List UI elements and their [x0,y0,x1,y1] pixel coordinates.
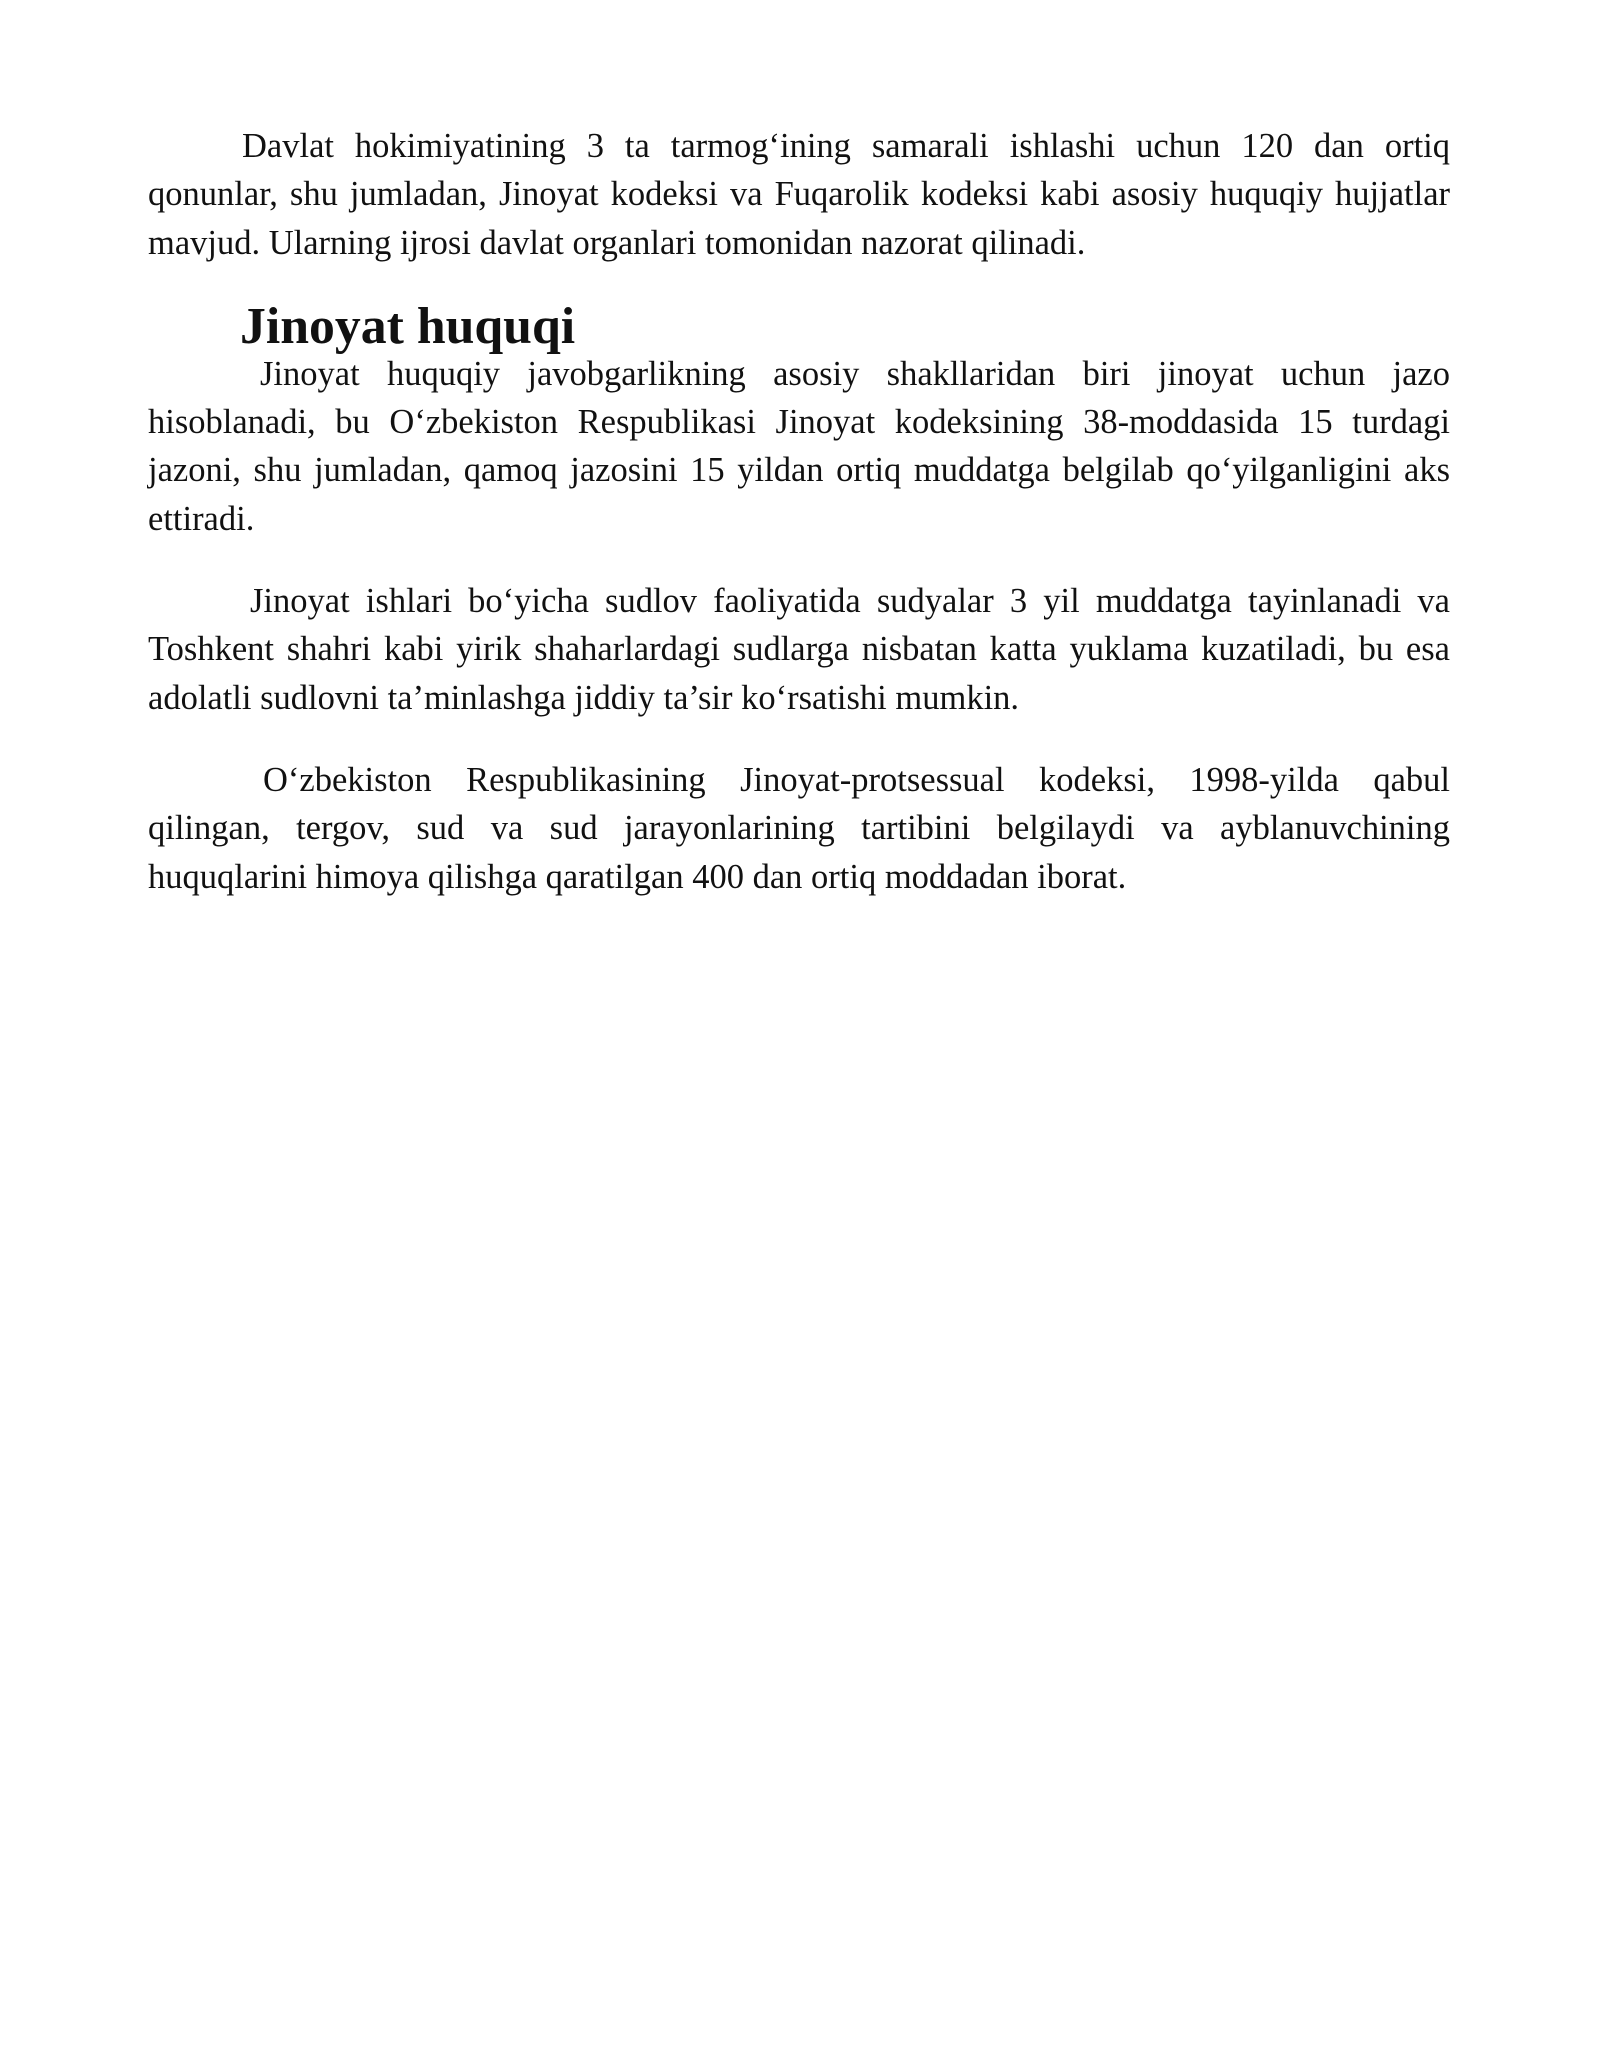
paragraph-criminal-procedure-code: O‘zbekiston Respublikasining Jinoyat-protsessual kodeksi, 1998-yilda qabul qilingan, tergov, sud va sud jarayonlarining tartibini belgilaydi va ayblanuvchining huquqlarini himoya qilishga qaratilgan 400 dan ortiq moddadan iborat. [148,760,1450,896]
section-heading: Jinoyat huquqi [240,297,576,355]
paragraph-government-laws: Davlat hokimiyatining 3 ta tarmog‘ining samarali ishlashi uchun 120 dan ortiq qonunlar, shu jumladan, Jinoyat kodeksi va Fuqarolik kodeksi kabi asosiy huquqiy hujjatlar mavjud. Ularning ijrosi davlat organlari tomonidan nazorat qilinadi. [148,127,1450,262]
paragraph-judiciary-workload: Jinoyat ishlari bo‘yicha sudlov faoliyatida sudyalar 3 yil muddatga tayinlanadi va Toshkent shahri kabi yirik shaharlardagi sudlarga nisbatan katta yuklama kuzatiladi, bu esa adolatli sudlovni ta’minlashga jiddiy ta’sir ko‘rsatishi mumkin. [148,582,1450,717]
paragraph-criminal-liability: Jinoyat huquqiy javobgarlikning asosiy shakllaridan biri jinoyat uchun jazo hisoblanadi, bu O‘zbekiston Respublikasi Jinoyat kodeksining 38-moddasida 15 turdagi jazoni, shu jumladan, qamoq jazosini 15 yildan ortiq muddatga belgilab qo‘yilganligini aks ettiradi. [148,354,1450,538]
document-body [148,122,1450,901]
